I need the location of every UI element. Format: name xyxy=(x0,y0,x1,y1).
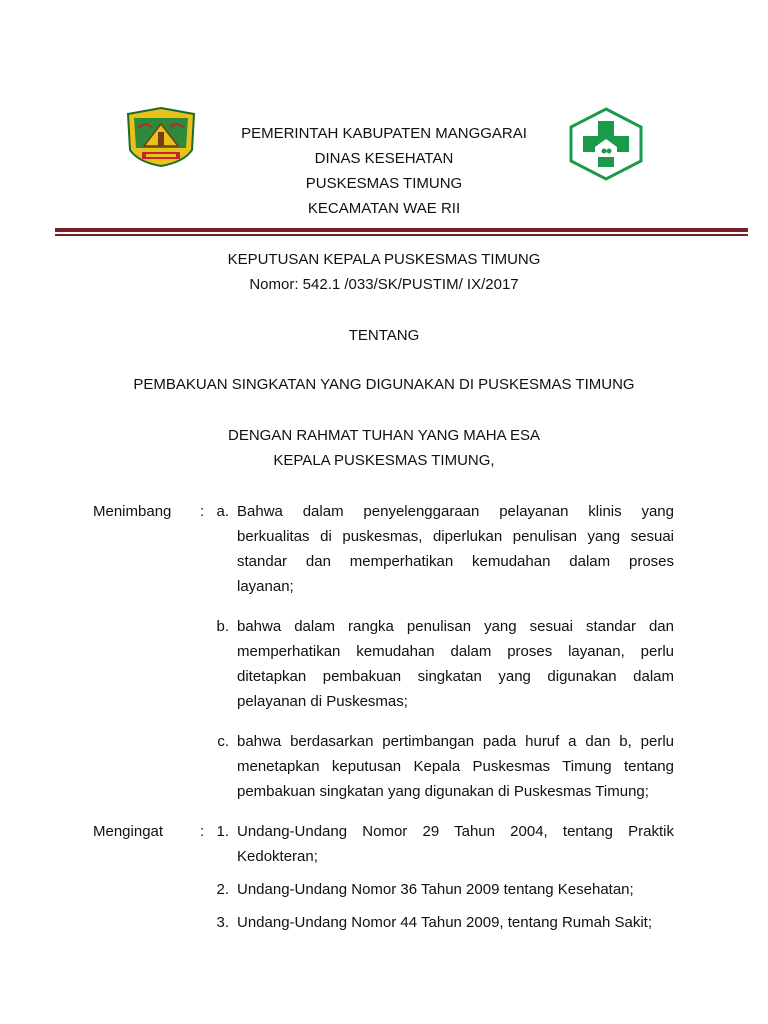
mengingat-mark-3: 3. xyxy=(216,914,229,931)
mengingat-mark-1: 1. xyxy=(216,823,229,840)
text-line: Bahwa dalam penyelenggaraan pelayanan klinis yang xyxy=(237,503,674,520)
menimbang-item-c xyxy=(237,729,674,804)
text-line: bahwa dalam rangka penulisan yang sesuai standar dan xyxy=(237,618,674,635)
mengingat-mark-2: 2. xyxy=(216,881,229,898)
header-divider-thin xyxy=(55,234,748,236)
mengingat-item-2 xyxy=(237,877,674,902)
decree-number: Nomor: 542.1 /033/SK/PUSTIM/ IX/2017 xyxy=(249,276,519,293)
mengingat-item-1 xyxy=(237,819,674,869)
text-line: standar dan memperhatikan kemudahan dalam proses xyxy=(237,553,674,570)
about-heading: TENTANG xyxy=(348,327,420,344)
mengingat-colon: : xyxy=(200,823,205,840)
menimbang-item-a xyxy=(237,499,674,599)
mengingat-item-3 xyxy=(237,910,674,935)
text-line: memperhatikan kemudahan dalam proses layanan, perlu xyxy=(237,643,674,660)
text-line: Undang-Undang Nomor 44 Tahun 2009, tentang Rumah Sakit; xyxy=(237,914,652,931)
header-district: KECAMATAN WAE RII xyxy=(307,200,461,217)
menimbang-mark-b: b. xyxy=(216,618,229,635)
text-line: ditetapkan pembakuan singkatan yang digunakan dalam xyxy=(237,668,674,685)
text-line: menetapkan keputusan Kepala Puskesmas Timung tentang xyxy=(237,758,674,775)
menimbang-item-b xyxy=(237,614,674,714)
menimbang-label: Menimbang xyxy=(93,503,172,520)
menimbang-colon: : xyxy=(200,503,205,520)
text-line: layanan; xyxy=(237,578,294,595)
header-puskesmas: PUSKESMAS TIMUNG xyxy=(305,175,463,192)
decree-subject: PEMBAKUAN SINGKATAN YANG DIGUNAKAN DI PUSKESMAS TIMUNG xyxy=(133,376,635,393)
text-line: pelayanan di Puskesmas; xyxy=(237,693,408,710)
mengingat-label: Mengingat xyxy=(93,823,164,840)
text-line: Kedokteran; xyxy=(237,848,318,865)
text-line: pembakuan singkatan yang digunakan di Puskesmas Timung; xyxy=(237,783,649,800)
menimbang-mark-c: c. xyxy=(217,733,229,750)
text-line: berkualitas di puskesmas, diperlukan penulisan yang sesuai xyxy=(237,528,674,545)
puskesmas-logo-icon xyxy=(567,107,645,181)
header-divider-thick xyxy=(55,228,748,232)
head-title: KEPALA PUSKESMAS TIMUNG, xyxy=(273,452,495,469)
header-government: PEMERINTAH KABUPATEN MANGGARAI xyxy=(241,125,527,142)
menimbang-mark-a: a. xyxy=(216,503,229,520)
text-line: bahwa berdasarkan pertimbangan pada huruf a dan b, perlu xyxy=(237,733,674,750)
text-line: Undang-Undang Nomor 29 Tahun 2004, tentang Praktik xyxy=(237,823,674,840)
text-line: Undang-Undang Nomor 36 Tahun 2009 tentang Kesehatan; xyxy=(237,881,634,898)
decree-title: KEPUTUSAN KEPALA PUSKESMAS TIMUNG xyxy=(227,251,541,268)
blessing-line: DENGAN RAHMAT TUHAN YANG MAHA ESA xyxy=(227,427,540,444)
header-agency: DINAS KESEHATAN xyxy=(314,150,454,167)
